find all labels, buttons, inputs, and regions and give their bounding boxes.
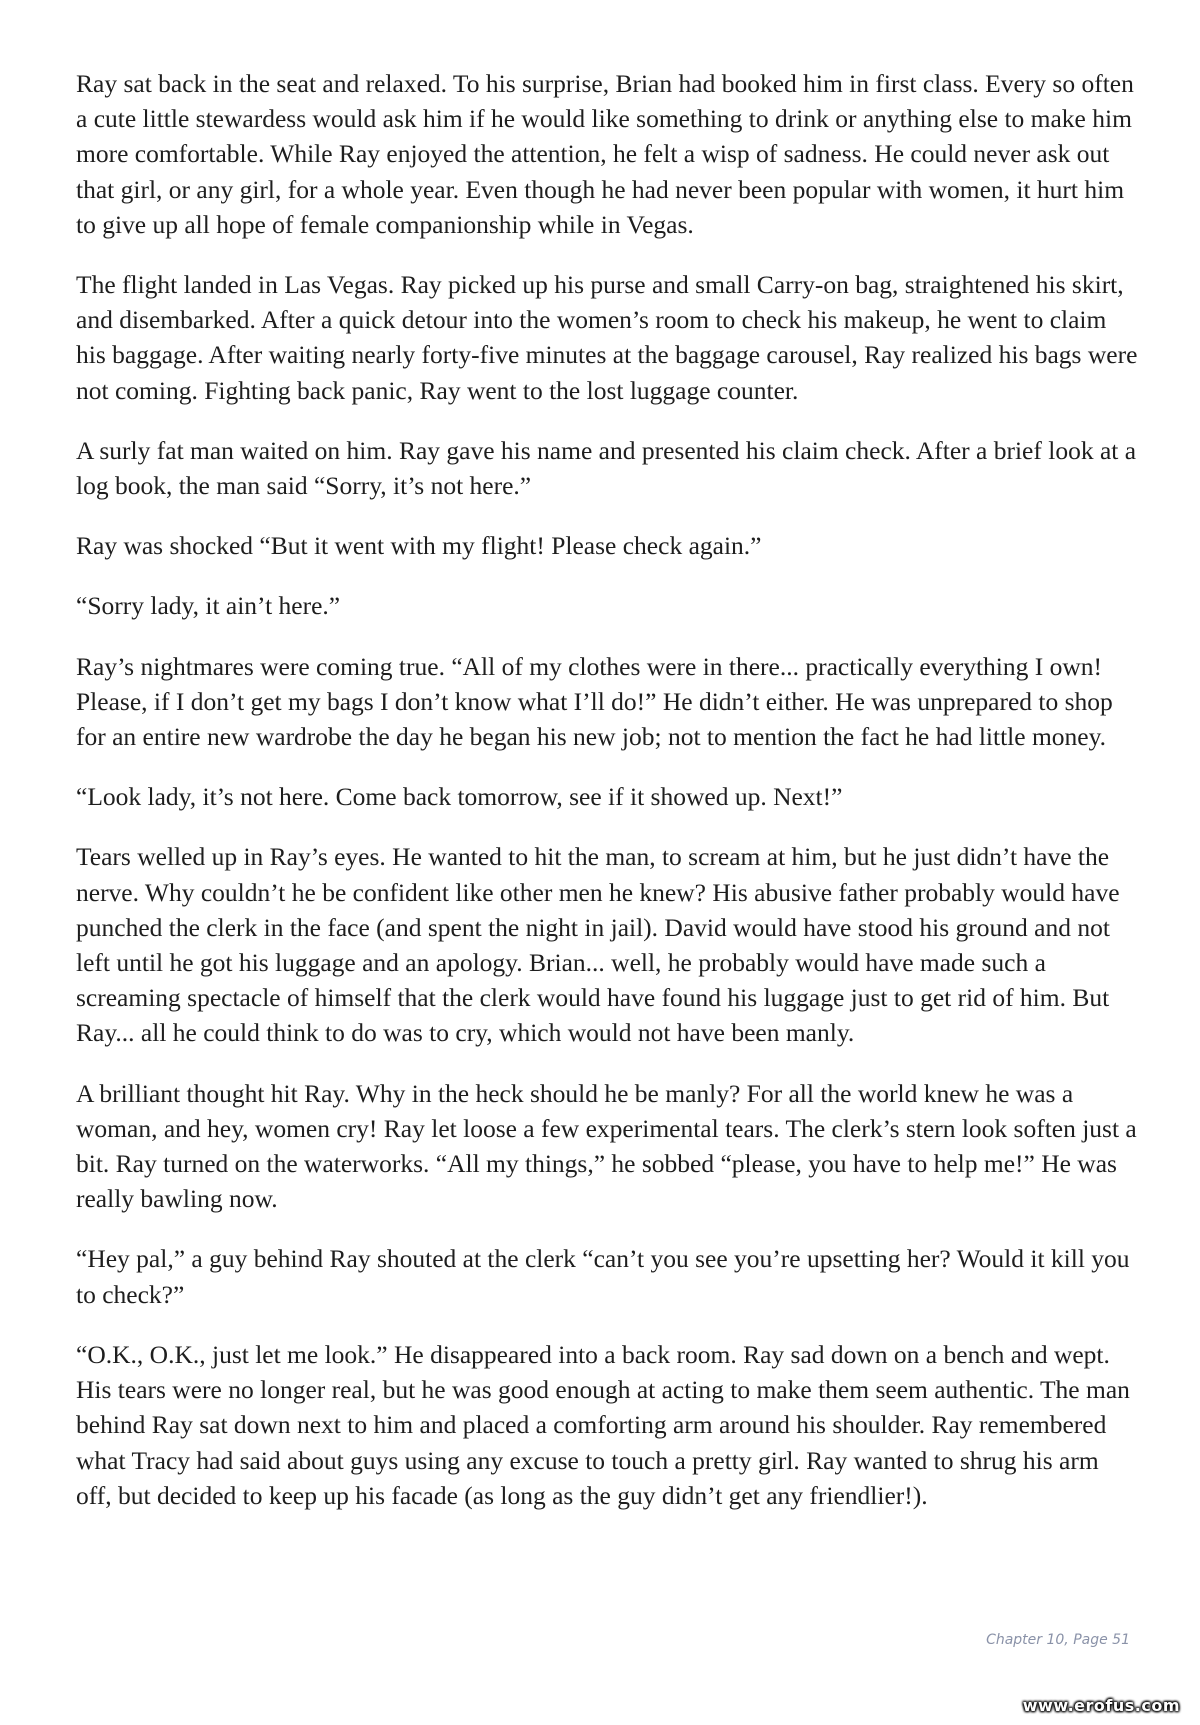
paragraph: “O.K., O.K., just let me look.” He disappeared into a back room. Ray sad down on a bench and wept. His tears were no longer real, but he was good enough at acting to make them seem authentic. The man behind Ray sat down next to him and placed a comforting arm around his shoulder. Ray remembered what Tracy had said about guys using any excuse to touch a pretty girl. Ray wanted to shrug his arm off, but decided to keep up his facade (as long as the guy didn’t get any friendlier!). <box>76 1339 1130 1510</box>
site-watermark: www.erofus.com <box>1022 1696 1180 1715</box>
paragraph: Ray was shocked “But it went with my flight! Please check again.” <box>76 531 762 561</box>
paragraph: Ray sat back in the seat and relaxed. To his surprise, Brian had booked him in first class. Every so often a cute little stewardess would ask him if he would like something to drink or anything else to make him more comfortable. While Ray enjoyed the attention, he felt a wisp of sadness. He could never ask out that girl, or any girl, for a whole year. Even though he had never been popular with women, it hurt him to give up all hope of female companionship while in Vegas. <box>76 69 1134 239</box>
paragraph: A brilliant thought hit Ray. Why in the heck should he be manly? For all the world knew he was a woman, and hey, women cry! Ray let loose a few experimental tears. The clerk’s stern look soften just a bit. Ray turned on the waterworks. “All my things,” he sobbed “please, you have to help me!” He was really bawling now. <box>76 1078 1137 1214</box>
paragraph: “Sorry lady, it ain’t here.” <box>76 591 341 621</box>
paragraph: Tears welled up in Ray’s eyes. He wanted to hit the man, to scream at him, but he just didn’t have the nerve. Why couldn’t he be confident like other men he knew? His abusive father probably would have punched the clerk in the face (and spent the night in jail). David would have stood his ground and not left until he got his luggage and an apology. Brian... well, he probably would have made such a screaming spectacle of himself that the clerk would have found his luggage just to get rid of him. But Ray... all he could think to do was to cry, which would not have been manly. <box>76 842 1120 1048</box>
paragraph: A surly fat man waited on him. Ray gave his name and presented his claim check. After a brief look at a log book, the man said “Sorry, it’s not here.” <box>76 435 1137 501</box>
page-footer: Chapter 10, Page 51 <box>986 1632 1130 1648</box>
paragraph: “Look lady, it’s not here. Come back tomorrow, see if it showed up. Next!” <box>76 782 843 812</box>
story-text <box>76 66 1138 1538</box>
paragraph: Ray’s nightmares were coming true. “All of my clothes were in there... practically everything I own! Please, if I don’t get my bags I don’t know what I’ll do!” He didn’t either. He was unprepared to shop for an entire new wardrobe the day he began his new job; not to mention the fact he had little money. <box>76 651 1113 752</box>
paragraph: “Hey pal,” a guy behind Ray shouted at the clerk “can’t you see you’re upsetting her? Would it kill you to check?” <box>76 1244 1130 1309</box>
paragraph: The flight landed in Las Vegas. Ray picked up his purse and small Carry-on bag, straightened his skirt, and disembarked. After a quick detour into the women’s room to check his makeup, he went to claim his baggage. After waiting nearly forty-five minutes at the baggage carousel, Ray realized his bags were not coming. Fighting back panic, Ray went to the lost luggage counter. <box>76 270 1138 405</box>
